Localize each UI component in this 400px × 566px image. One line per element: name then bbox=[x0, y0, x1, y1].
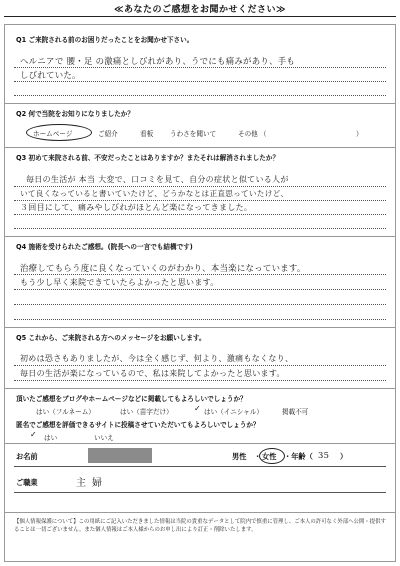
q2-option-referral: ご紹介 bbox=[98, 130, 118, 138]
section-divider-6 bbox=[4, 443, 396, 444]
publish-option-initial: はい（イニシャル） bbox=[204, 408, 263, 416]
occupation-value: 主婦 bbox=[76, 478, 108, 489]
q3-answer-line-2: いて良くなっていると書いていたけど、どうかなとは正直思っていたけど、 bbox=[20, 189, 289, 198]
q2-option-rumor: うわさを聞いて bbox=[170, 130, 217, 138]
q1-rule-3 bbox=[14, 95, 386, 96]
occupation-underline bbox=[14, 492, 386, 493]
q3-rule-2 bbox=[14, 200, 386, 201]
q1-answer-line-1: ヘルニアで 腰・足 の激痛としびれがあり、うでにも痛みがあり、手も bbox=[20, 56, 296, 66]
section-divider-2 bbox=[4, 147, 396, 148]
age-value: 35 bbox=[318, 450, 330, 460]
q5-rule-2 bbox=[14, 380, 386, 381]
privacy-notice: 【個人情報保護について】この用紙にご記入いただきました情報は当院の貴重なデータとして院内で慎重に管理し、ご本人の許可なく外部へ公開・提供することは一切ございません。また個人情報はご本人様からのお申し出により訂正・削除いたします。 bbox=[14, 519, 386, 533]
publish-option-fullname: はい（フルネーム） bbox=[36, 408, 95, 416]
q1-rule-2 bbox=[14, 81, 386, 82]
q4-rule-3 bbox=[14, 304, 386, 305]
section-divider-1 bbox=[4, 103, 396, 104]
q5-answer-line-1: 初めは恐さもありましたが、今は全く感じず、何より、激痛もなくなり、 bbox=[20, 354, 294, 363]
q3-rule-3 bbox=[14, 214, 386, 215]
q2-option-signboard: 看板 bbox=[140, 130, 154, 138]
publish-option-decline: 掲載不可 bbox=[282, 408, 309, 416]
publish-option-surname: はい（苗字だけ） bbox=[120, 408, 173, 416]
section-divider-5 bbox=[4, 388, 396, 389]
q3-rule-1 bbox=[14, 186, 386, 187]
q4-answer-line-1: 治療してもらう度に良くなっていくのがわかり、本当楽になっています。 bbox=[20, 263, 306, 273]
form-title: ≪あなたのご感想をお聞かせください≫ bbox=[114, 5, 286, 15]
publish-check-mark-icon: ✓ bbox=[194, 404, 201, 413]
anonymous-check-mark-icon: ✓ bbox=[30, 430, 37, 439]
q5-rule-1 bbox=[14, 365, 386, 366]
q3-label: Q3 初めて来院される前、不安だったことはありますか？またそれは解消されましたか？ bbox=[16, 154, 280, 162]
occupation-label: ご職業 bbox=[16, 478, 38, 487]
form-frame bbox=[4, 24, 396, 562]
q2-option-other-close: ） bbox=[356, 130, 363, 138]
age-label: ・年齢（ bbox=[284, 452, 313, 461]
anonymous-option-no: いいえ bbox=[94, 434, 114, 442]
q4-rule-1 bbox=[14, 274, 386, 275]
q3-rule-4 bbox=[14, 228, 386, 229]
q1-answer-line-2: しびれていた。 bbox=[20, 70, 81, 80]
age-close: ） bbox=[340, 452, 348, 461]
section-divider-7 bbox=[4, 512, 396, 513]
anonymous-question: 匿名でご感想を評価できるサイトに投稿させていただいてもよろしいでしょうか？ bbox=[16, 421, 260, 429]
section-divider-4 bbox=[4, 327, 396, 328]
q3-answer-line-1: 毎日の生活が 本当 大変で、口コミを見て、自分の症状と似ている人が bbox=[26, 175, 289, 184]
q4-answer-line-2: もう少し早く来院できていたらよかったと思います。 bbox=[20, 278, 219, 287]
title-divider bbox=[4, 16, 396, 17]
q1-rule-1 bbox=[14, 67, 386, 68]
redacted-name bbox=[88, 448, 152, 463]
q5-answer-line-2: 毎日の生活が楽になっているので、私は来院してよかったと思います。 bbox=[20, 369, 285, 378]
gender-separator: ・ bbox=[254, 452, 262, 461]
gender-male-label: 男性 bbox=[232, 452, 247, 461]
q2-option-other: その他 （ bbox=[238, 130, 267, 138]
name-label: お名前 bbox=[16, 452, 38, 461]
gender-female-label: 女性 bbox=[262, 452, 277, 461]
anonymous-option-yes: はい bbox=[44, 434, 58, 442]
publish-question: 頂いたご感想をブログやホームページなどに掲載してもよろしいでしょうか？ bbox=[16, 395, 247, 403]
q1-label: Q1 ご来院される前のお困りだったことをお聞かせ下さい。 bbox=[16, 36, 194, 44]
q2-option-homepage: ホームページ bbox=[33, 130, 73, 138]
q3-answer-line-3: ３回目にして、痛みやしびれがほとんど楽になってきました。 bbox=[20, 203, 253, 212]
q4-rule-4 bbox=[14, 319, 386, 320]
q4-label: Q4 施術を受けられたご感想。(院長への一言でも結構です) bbox=[16, 243, 193, 251]
section-divider-3 bbox=[4, 236, 396, 237]
q4-rule-2 bbox=[14, 289, 386, 290]
name-row-underline bbox=[14, 466, 386, 467]
q2-label: Q2 何で当院をお知りになりましたか？ bbox=[16, 110, 134, 118]
q5-label: Q5 これから、ご来院される方へのメッセージをお願いします。 bbox=[16, 334, 206, 342]
